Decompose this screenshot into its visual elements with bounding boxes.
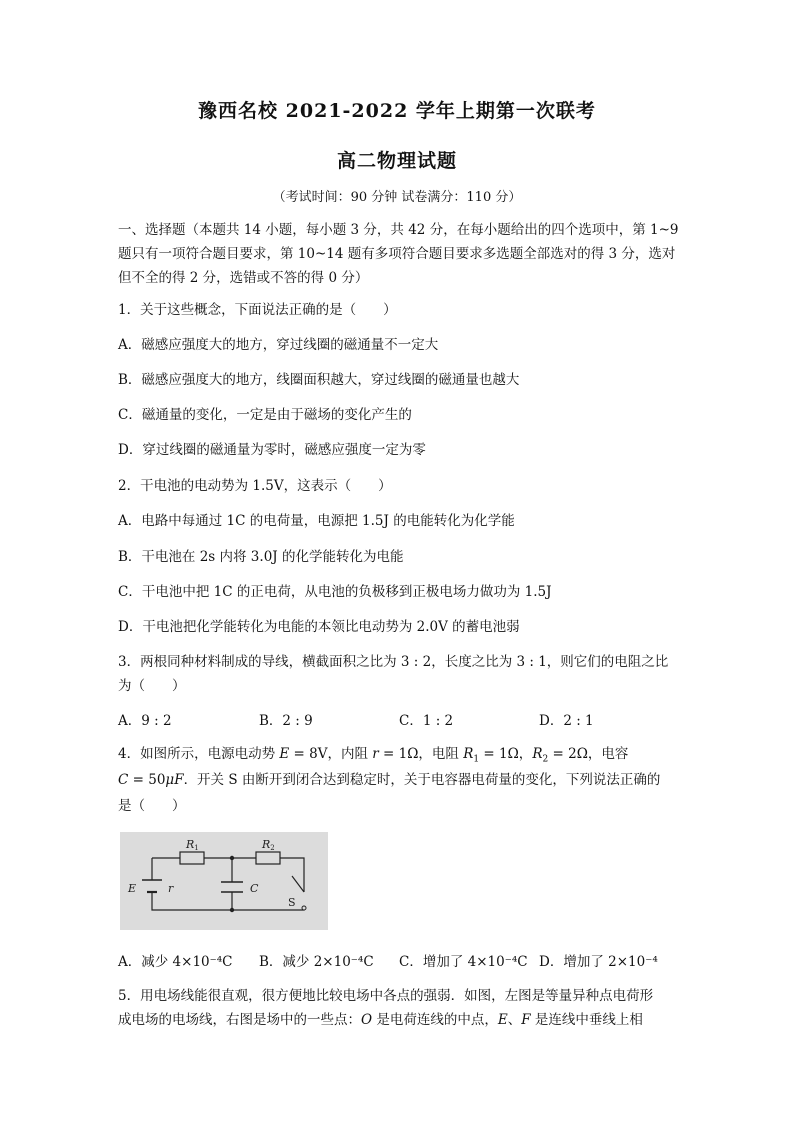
question-4-stem-line-2: C = 50μF．开关 S 由断开到闭合达到稳定时，关于电容器电荷量的变化，下列说法正确的 — [118, 772, 661, 788]
label-r2: R2 — [262, 838, 275, 852]
question-5-stem-line-1: 5．用电场线能很直观，很方便地比较电场中各点的强弱．如图，左图是等量异种点电荷形 — [118, 988, 654, 1004]
question-2-option-c: C．干电池中把 1C 的正电荷，从电池的负极移到正极电场力做功为 1.5J — [118, 584, 552, 600]
question-1-option-b: B．磁感应强度大的地方，线圈面积越大，穿过线圈的磁通量也越大 — [118, 372, 520, 388]
question-4-stem-line-3: 是（ ） — [118, 798, 186, 814]
question-3-stem-line: 为（ ） — [118, 678, 186, 694]
question-1-option-d: D．穿过线圈的磁通量为零时，磁感应强度一定为零 — [118, 442, 426, 458]
question-1-option-c: C．磁通量的变化，一定是由于磁场的变化产生的 — [118, 407, 412, 423]
section-instructions-line: 题只有一项符合题目要求，第 10~14 题有多项符合题目要求多选题全部选对的得 3 分，选对 — [118, 246, 676, 262]
question-2-stem: 2．干电池的电动势为 1.5V，这表示（ ） — [118, 478, 392, 494]
question-4-option-b: B．减少 2×10⁻⁴C — [259, 954, 374, 970]
question-5-stem-line-2: 成电场的电场线，右图是场中的一些点：O 是电荷连线的中点，E、F 是连线中垂线上相 — [118, 1012, 643, 1028]
label-r: r — [168, 882, 174, 895]
circuit-diagram — [120, 832, 328, 930]
question-3-option-c: C．1 : 2 — [399, 713, 454, 729]
question-2-option-a: A．电路中每通过 1C 的电荷量，电源把 1.5J 的电能转化为化学能 — [118, 513, 515, 529]
question-4-stem-line-1: 4．如图所示，电源电动势 E = 8V，内阻 r = 1Ω，电阻 $R_1 = 1\Omega$，$R_2 = 2\Omega$，电容 — [118, 746, 629, 765]
label-e: E — [128, 882, 137, 895]
question-3-option-b: B．2 : 9 — [259, 713, 313, 729]
question-4-option-a: A．减少 4×10⁻⁴C — [118, 954, 233, 970]
section-instructions-line: 一、选择题（本题共 14 小题，每小题 3 分，共 42 分，在每小题给出的四个选项中，第 1~9 — [118, 222, 679, 238]
label-c: C — [250, 882, 259, 895]
exam-info: （考试时间：90 分钟 试卷满分：110 分） — [272, 190, 522, 205]
section-instructions-line: 但不全的得 2 分，选错或不答的得 0 分） — [118, 270, 369, 286]
question-4-option-c: C．增加了 4×10⁻⁴C — [399, 954, 528, 970]
question-2-option-b: B．干电池在 2s 内将 3.0J 的化学能转化为电能 — [118, 549, 404, 565]
exam-title: 豫西名校 2021-2022 学年上期第一次联考 — [198, 100, 596, 122]
label-s: S — [288, 896, 296, 909]
question-1-option-a: A．磁感应强度大的地方，穿过线圈的磁通量不一定大 — [118, 337, 439, 353]
question-1-stem: 1．关于这些概念，下面说法正确的是（ ） — [118, 302, 397, 318]
question-3-option-a: A．9 : 2 — [118, 713, 172, 729]
question-3-option-d: D．2 : 1 — [539, 713, 594, 729]
question-2-option-d: D．干电池把化学能转化为电能的本领比电动势为 2.0V 的蓄电池弱 — [118, 619, 520, 635]
label-r1: R1 — [186, 838, 199, 852]
exam-subtitle: 高二物理试题 — [336, 150, 457, 172]
question-3-stem-line: 3．两根同种材料制成的导线，横截面积之比为 3 : 2，长度之比为 3 : 1，则它们的电阻之比 — [118, 654, 669, 670]
question-4-option-d: D．增加了 2×10⁻⁴ — [539, 954, 658, 970]
